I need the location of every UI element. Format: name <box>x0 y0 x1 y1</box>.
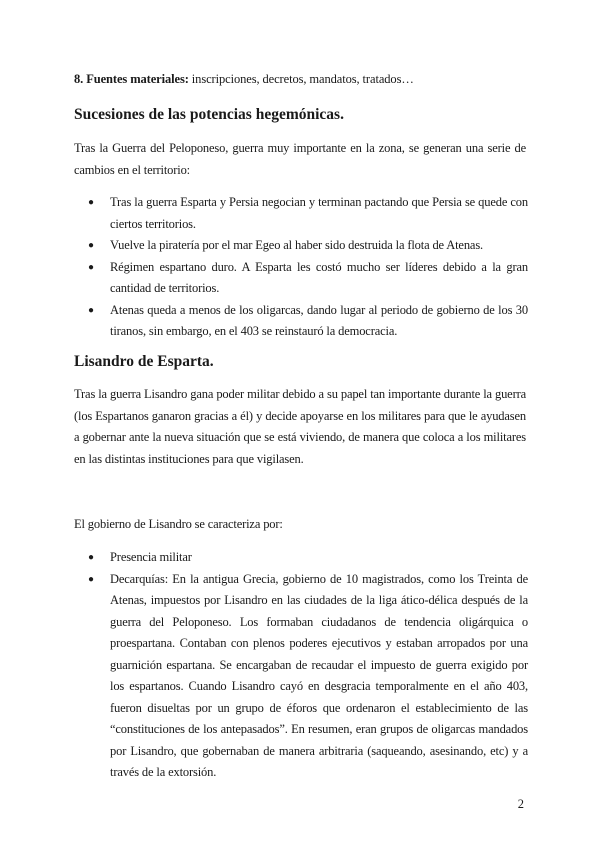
consequences-list <box>74 192 528 343</box>
list-item: ● Vuelve la piratería por el mar Egeo al haber sido destruida la flota de Atenas. <box>74 235 528 257</box>
government-intro: El gobierno de Lisandro se caracteriza por: <box>74 517 283 531</box>
list-item: ● Presencia militar <box>74 547 528 569</box>
section-intro-paragraph: Tras la Guerra del Peloponeso, guerra muy importante en la zona, se generan una serie de cambios en el territorio: <box>74 141 526 177</box>
section-heading-lisandro: Lisandro de Esparta. <box>74 353 214 370</box>
bullet-icon: ● <box>88 552 94 563</box>
bullet-icon: ● <box>88 197 94 208</box>
sources-label: 8. Fuentes materiales: <box>74 72 189 86</box>
list-item: ● Decarquías: En la antigua Grecia, gobierno de 10 magistrados, como los Treinta de Atenas, impuestos por Lisandro en las ciudades de la liga ático-délica después de la guerra del Peloponeso. Los formaban ciudadanos de tendencia oligárquica o proespartana. Contaban con plenos poderes ejecutivos y estaban arropados por una guarnición espartana. Se encargaban de recaudar el impuesto de guerra exigido por los espartanos. Cuando Lisandro cayó en desgracia temporalmente en el año 403, fueron disueltas por un grupo de éforos que ordenaron el establecimiento de las “constituciones de los antepasados”. En resumen, eran grupos de oligarcas mandados por Lisandro, que gobernaban de manera arbitraria (saqueando, asesinando, etc) y a través de la extorsión. <box>74 569 528 784</box>
bullet-icon: ● <box>88 573 94 585</box>
list-item: ● Régimen espartano duro. A Esparta les costó mucho ser líderes debido a la gran cantidad de territorios. <box>74 257 528 300</box>
sources-text: inscripciones, decretos, mandatos, tratados… <box>188 72 414 86</box>
section-heading-hegemonic: Sucesiones de las potencias hegemónicas. <box>74 106 344 123</box>
sources-line <box>74 72 414 87</box>
page-number: 2 <box>517 797 524 811</box>
list-item: ● Tras la guerra Esparta y Persia negocian y terminan pactando que Persia se quede con ciertos territorios. <box>74 192 528 235</box>
bullet-icon: ● <box>88 261 94 273</box>
lisandro-paragraph: Tras la guerra Lisandro gana poder militar debido a su papel tan importante durante la guerra (los Espartanos ganaron gracias a él) y decide apoyarse en los militares para que le ayudasen a gobernar ante la nueva situación que se está viviendo, de manera que coloca a los militares en las distintas instituciones para que vigilasen. <box>74 387 526 466</box>
list-item: ● Atenas queda a menos de los oligarcas, dando lugar al periodo de gobierno de los 30 tiranos, sin embargo, en el 403 se reinstauró la democracia. <box>74 300 528 343</box>
bullet-icon: ● <box>88 304 94 316</box>
bullet-icon: ● <box>88 240 94 251</box>
government-list <box>74 547 528 784</box>
